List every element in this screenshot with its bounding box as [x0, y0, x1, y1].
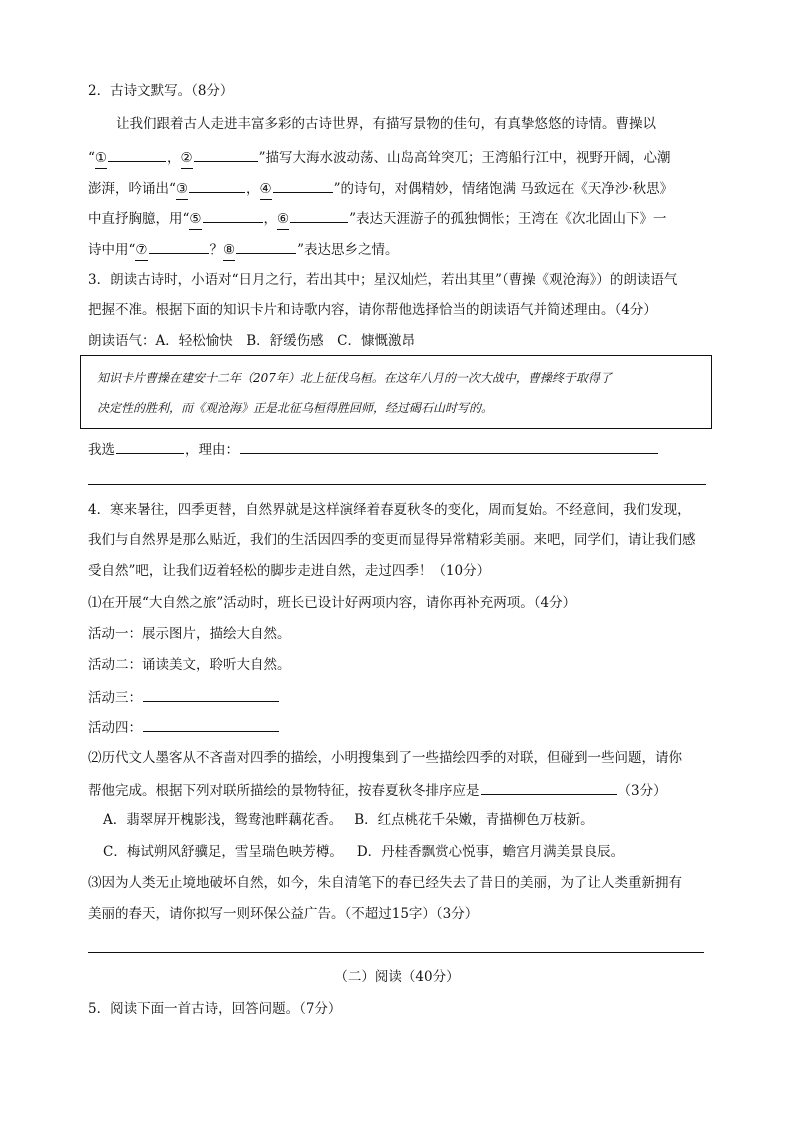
activity-4: 活动四： — [88, 716, 280, 736]
blank-marker-1: ① — [95, 148, 107, 169]
option-row-ab — [103, 810, 594, 830]
option-c: C．梅试朔风舒骥足，雪呈瑞色映芳樽。 — [103, 844, 343, 860]
blank-marker-5: ⑤ — [189, 209, 201, 230]
q2-line-1: 让我们跟着古人走进丰富多彩的古诗世界，有描写景物的佳句，有真挚悠悠的诗情。曹操以 — [116, 116, 656, 132]
q3-tone-options: 朗读语气：A．轻松愉快 B．舒缓伤感 C．慷慨激昂 — [88, 333, 415, 349]
blank-marker-6: ⑥ — [277, 209, 289, 230]
blank-3[interactable] — [189, 177, 245, 193]
q2-line-2: “① ，② ”描写大海水波动荡、山岛高耸突兀；王湾船行江中，视野开阔，心潮 — [88, 146, 671, 166]
q4-part-3-line-1: ⑶因为人类无止境地破坏自然，如今，朱自清笔下的春已经失去了昔日的美丽，为了让人类重新拥有 — [88, 875, 682, 891]
q3-answer-line: 我选 ，理由： — [88, 438, 659, 458]
activity-3-blank[interactable] — [143, 686, 279, 702]
q2-line-5: 诗中用“⑦ ？⑧ ”表达思乡之情。 — [88, 238, 399, 258]
option-d: D．丹桂香飘赏心悦事，蟾宫月满美景良辰。 — [356, 844, 625, 860]
blank-marker-3: ③ — [176, 179, 188, 200]
activity-2: 活动二：诵读美文，聆听大自然。 — [88, 657, 291, 673]
q3-line-2: 把握不准。根据下面的知识卡片和诗歌内容，请你帮他选择恰当的朗读语气并简述理由。（4分） — [88, 302, 657, 318]
blank-marker-8: ⑧ — [223, 240, 235, 261]
activity-4-blank[interactable] — [143, 716, 279, 732]
option-a: A．翡翠屏开槐影浅，鸳鸯池畔藕花香。 — [103, 812, 343, 828]
blank-7[interactable] — [149, 238, 209, 254]
q5-title: 5．阅读下面一首古诗，回答问题。（7分） — [88, 1001, 342, 1017]
q4-part-3-line-2: 美丽的春天，请你拟写一则环保公益广告。（不超过15字）（3分） — [88, 906, 479, 922]
blank-marker-4: ④ — [260, 179, 272, 200]
knowledge-card — [80, 355, 712, 429]
q2-line-3: 澎湃，吟诵出“③ ，④ ”的诗句，对偶精妙，情绪饱满 马致远在《天净沙·秋思》 — [88, 177, 673, 197]
q2-line-4: 中直抒胸臆，用“⑤ ，⑥ ”表达天涯游子的孤独惆怅；王湾在《次北固山下》一 — [88, 207, 667, 227]
option-b: B．红点桃花千朵嫩，青描柳色万枝新。 — [354, 812, 594, 828]
knowledge-card-line-1: 知识卡片曹操在建安十二年（207年）北上征伐乌桓。在这年八月的一次大战中，曹操终于取得了 — [97, 371, 612, 385]
blank-8[interactable] — [236, 238, 296, 254]
knowledge-card-line-2: 决定性的胜利，而《观沧海》正是北征乌桓得胜回师，经过碣石山时写的。 — [97, 401, 494, 415]
q4-line-2: 我们与自然界是那么贴近，我们的生活因四季的变更而显得异常精彩美丽。来吧，同学们，请让我们感 — [88, 532, 696, 548]
choice-blank[interactable] — [116, 438, 184, 454]
blank-marker-2: ② — [181, 148, 193, 169]
q4-line-3: 受自然”吧，让我们迈着轻松的脚步走进自然，走过四季！（10分） — [88, 563, 491, 579]
option-row-cd — [103, 842, 624, 862]
activity-3: 活动三： — [88, 686, 280, 706]
slogan-answer-line[interactable] — [88, 952, 704, 953]
activity-1: 活动一：展示图片，描绘大自然。 — [88, 626, 291, 642]
blank-1[interactable] — [108, 146, 166, 162]
q4-part-2-line-1: ⑵历代文人墨客从不吝啬对四季的描绘，小明搜集到了一些描绘四季的对联，但碰到一些问题，请你 — [88, 750, 682, 766]
q4-line-1: 4．寒来暑往，四季更替，自然界就是这样演绎着春夏秋冬的变化，周而复始。不经意间，我们发现， — [88, 502, 691, 518]
q3-line-1: 3．朗读古诗时，小语对“日月之行，若出其中；星汉灿烂，若出其里”（曹操《观沧海》）的朗读语气 — [88, 272, 678, 288]
q2-title: 2．古诗文默写。（8分） — [88, 83, 234, 99]
blank-4[interactable] — [273, 177, 333, 193]
blank-2[interactable] — [194, 146, 258, 162]
reason-continuation-line[interactable] — [88, 484, 706, 485]
blank-6[interactable] — [290, 207, 348, 223]
blank-5[interactable] — [203, 207, 263, 223]
q4-part-1: ⑴在开展“大自然之旅”活动时，班长已设计好两项内容，请你再补充两项。（4分） — [88, 595, 577, 611]
blank-marker-7: ⑦ — [135, 240, 147, 261]
reason-blank[interactable] — [240, 438, 658, 454]
order-blank[interactable] — [481, 779, 617, 795]
q4-part-2-line-2: 帮他完成。根据下列对联所描绘的景物特征，按春夏秋冬排序应是 （3分） — [88, 779, 667, 799]
section-heading: （二）阅读（40分） — [334, 969, 460, 985]
